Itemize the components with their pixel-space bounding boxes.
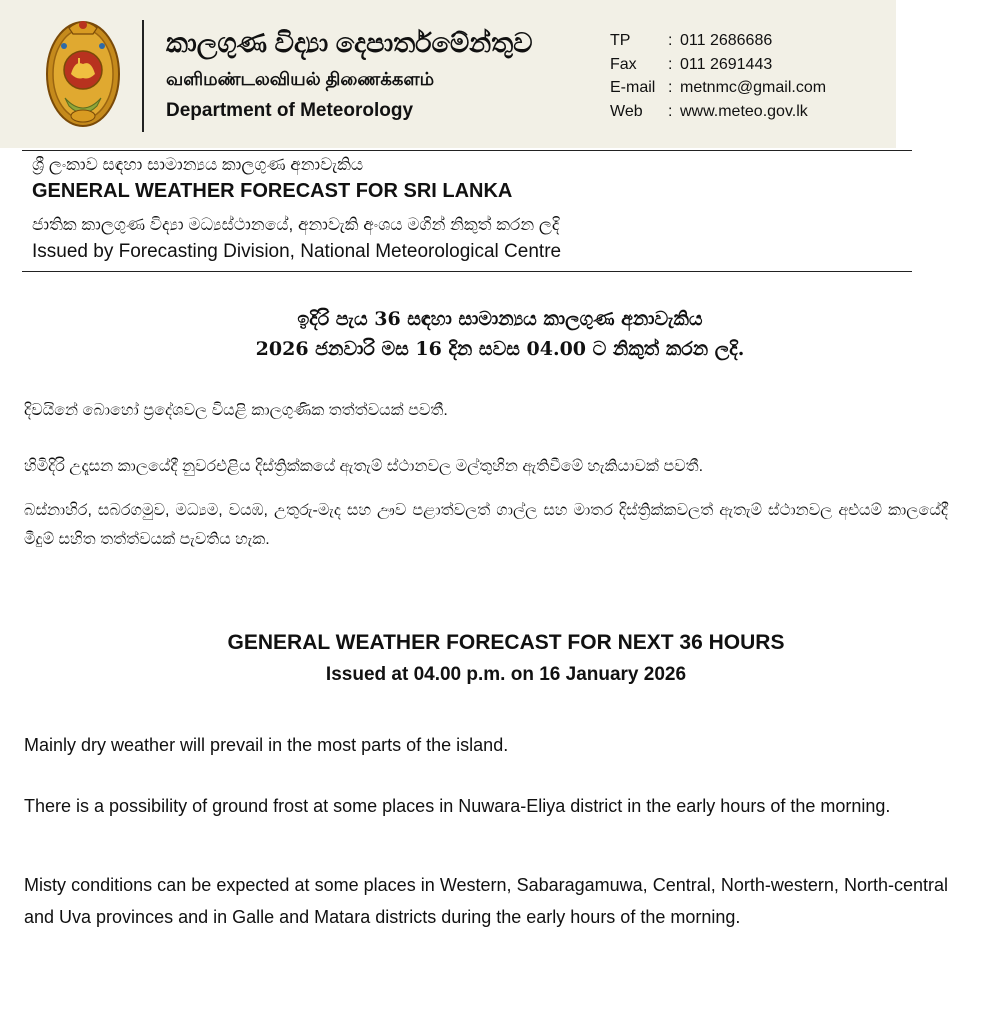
english-paragraph: Mainly dry weather will prevail in the most parts of the island.	[24, 735, 509, 755]
contact-label: TP	[610, 32, 631, 49]
contact-value: www.meteo.gov.lk	[680, 102, 808, 120]
department-name-english: Department of Meteorology	[166, 100, 414, 121]
sinhala-paragraph: බස්නාහිර, සබරගමුව, මධ්‍යම, වයඹ, උතුරු-මැද සහ ඌව පළාත්වලත් ගාල්ල සහ මාතර දිස්ත්‍රික්කවලත් ඇතැම් ස්ථානවල අළුයම් කාලයේදී මීදුම් සහිත තත්ත්වයක් පැවතිය හැක.	[24, 502, 948, 548]
department-name-sinhala: කාලගුණ විද්‍යා දෙපාර්තමේන්තුව	[166, 28, 533, 58]
forecast-title-sinhala: ශ්‍රී ලංකාව සඳහා සාමාන්‍යය කාලගුණ අනාවැකිය	[32, 155, 364, 174]
issuer-sinhala: ජාතික කාලගුණ විද්‍යා මධ්‍යස්ථානයේ, අනාවැකි අංශය මගින් නිකුත් කරන ලදි	[32, 215, 560, 234]
contact-fax	[610, 53, 826, 77]
contact-web	[610, 100, 826, 124]
contact-value: metnmc@gmail.com	[680, 79, 827, 96]
issuer-english: Issued by Forecasting Division, National Meteorological Centre	[32, 241, 562, 262]
contact-separator: :	[668, 55, 673, 73]
contact-phone	[610, 29, 826, 53]
contact-label: Fax	[610, 55, 637, 73]
contact-value: 011 2686686	[680, 32, 773, 49]
contact-label: E-mail	[610, 79, 656, 96]
contact-separator: :	[668, 102, 673, 120]
english-paragraph: Misty conditions can be expected at some places in Western, Sabaragamuwa, Central, North-western, North-central and Uva provinces and in Galle and Matara districts during the early hours of the morning.	[24, 875, 948, 927]
contact-separator: :	[668, 32, 673, 49]
bottom-rule	[22, 271, 912, 272]
english-forecast-heading: GENERAL WEATHER FORECAST FOR NEXT 36 HOURS	[227, 631, 785, 654]
contact-info	[610, 29, 826, 123]
sinhala-forecast-heading: ඉදිරි පැය 36 සඳහා සාමාන්‍යය කාලගුණ අනාවැකිය	[297, 308, 703, 330]
letterhead-divider	[142, 20, 144, 132]
english-paragraph: There is a possibility of ground frost at some places in Nuwara-Eliya district in the early hours of the morning.	[24, 796, 891, 816]
sri-lanka-emblem-icon	[42, 14, 124, 134]
english-issued-line: Issued at 04.00 p.m. on 16 January 2026	[325, 664, 687, 685]
contact-value: 011 2691443	[680, 55, 773, 73]
department-name-tamil: வளிமண்டலவியல் திணைக்களம்	[166, 69, 435, 89]
sinhala-paragraph: හිමිදිරි උදෑසන කාලයේදී නුවරඑළිය දිස්ත්‍රික්කයේ ඇතැම් ස්ථානවල මල්තුහින ඇතිවීමේ හැකියාවක් පවතී.	[24, 458, 704, 475]
contact-separator: :	[668, 79, 673, 96]
sinhala-paragraph: දිවයිනේ බොහෝ ප්‍රදේශවල වියළි කාලගුණික තත්ත්වයක් පවතී.	[24, 402, 448, 419]
letterhead	[0, 0, 896, 148]
contact-email	[610, 76, 826, 100]
contact-label: Web	[610, 102, 643, 120]
forecast-title-english: GENERAL WEATHER FORECAST FOR SRI LANKA	[32, 180, 513, 202]
top-rule	[22, 150, 912, 151]
sinhala-issued-line: 2026 ජනවාරි මස 16 දින සවස 04.00 ට නිකුත් කරන ලදි.	[255, 338, 745, 360]
